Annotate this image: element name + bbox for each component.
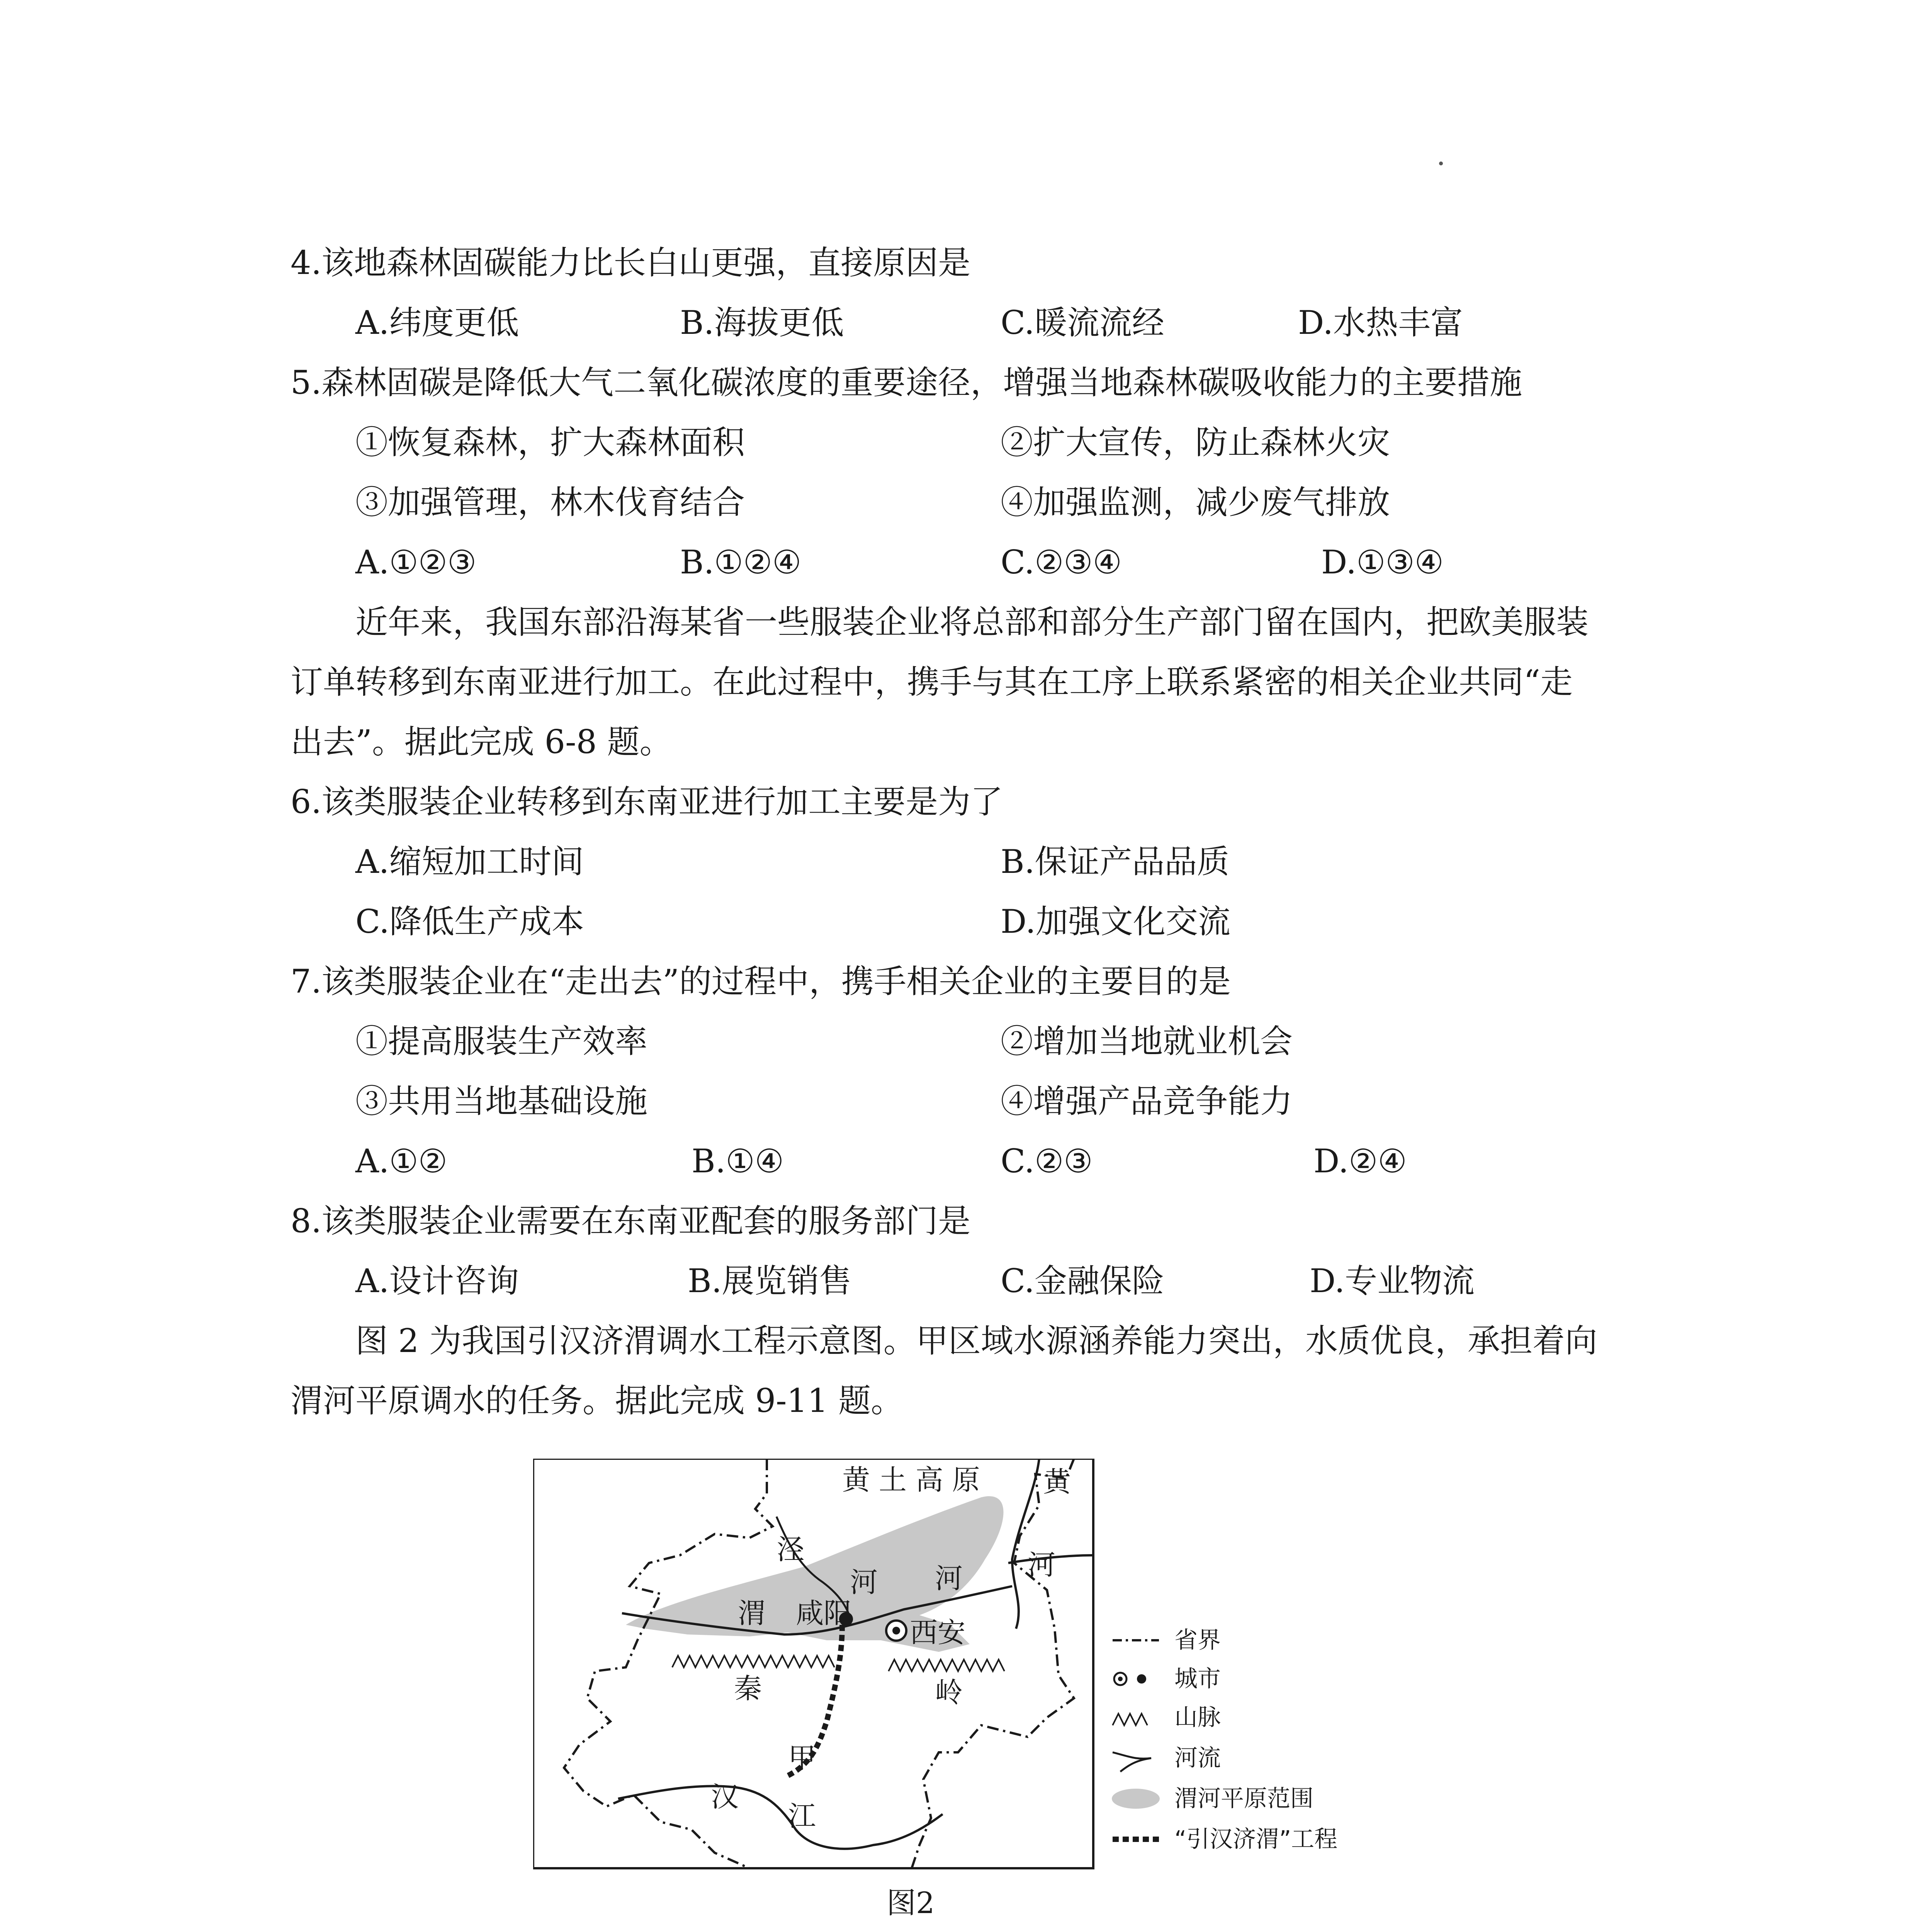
map-label-he2: 河 xyxy=(850,1566,878,1599)
q8-option-b: B.展览销售 xyxy=(688,1262,852,1300)
q8-option-a: A.设计咨询 xyxy=(355,1262,519,1300)
legend-plain: 渭河平原范围 xyxy=(1174,1785,1313,1812)
q4-option-a: A.纬度更低 xyxy=(355,304,519,342)
material-6-8-line-2: 订单转移到东南亚进行加工。在此过程中，携手与其在工序上联系紧密的相关企业共同“走 xyxy=(291,663,1573,701)
q8-option-c: C.金融保险 xyxy=(1001,1262,1164,1300)
q6-option-a: A.缩短加工时间 xyxy=(355,843,584,881)
qinling-mountains-east xyxy=(889,1660,1004,1671)
legend-river: 河流 xyxy=(1174,1745,1221,1772)
legend-project: “引汉济渭”工程 xyxy=(1174,1826,1338,1853)
map-label-he3: 河 xyxy=(935,1562,963,1595)
q6-option-d: D.加强文化交流 xyxy=(1001,903,1231,940)
question-7-stem: 7.该类服装企业在“走出去”的过程中，携手相关企业的主要目的是 xyxy=(291,963,1231,1000)
yinhanjiwei-map xyxy=(533,1459,1410,1876)
q5-option-d: D.①③④ xyxy=(1321,543,1444,581)
legend-symbol-mountain xyxy=(1113,1714,1147,1725)
legend-mountain: 山脉 xyxy=(1174,1704,1221,1731)
q5-option-c: C.②③④ xyxy=(1001,543,1122,581)
question-4-stem: 4.该地森林固碳能力比长白山更强，直接原因是 xyxy=(291,244,971,282)
map-label-xianyang: 咸阳 xyxy=(796,1597,852,1629)
material-9-11-line-2: 渭河平原调水的任务。据此完成 9-11 题。 xyxy=(291,1382,904,1420)
q4-option-c: C.暖流流经 xyxy=(1001,304,1164,342)
map-label-jing: 泾 xyxy=(776,1533,805,1566)
map-label-ling: 岭 xyxy=(935,1676,963,1709)
q5-option-b: B.①②④ xyxy=(680,543,802,581)
map-label-he: 河 xyxy=(1028,1549,1056,1581)
province-boundary-west xyxy=(564,1459,773,1868)
q7-option-c: C.②③ xyxy=(1001,1142,1093,1180)
q5-item-2: ②扩大宣传，防止森林火灾 xyxy=(1001,423,1390,461)
han-river xyxy=(618,1786,943,1849)
map-label-wei: 渭 xyxy=(738,1597,766,1629)
legend-symbol-plain xyxy=(1112,1789,1160,1809)
q5-item-4: ④加强监测，减少废气排放 xyxy=(1001,483,1390,521)
q5-option-a: A.①②③ xyxy=(355,543,477,581)
q7-option-a: A.①② xyxy=(355,1142,447,1180)
map-label-jiang: 江 xyxy=(788,1800,816,1832)
map-label-xian: 西安 xyxy=(910,1616,966,1649)
map-label-jia: 甲 xyxy=(788,1742,816,1774)
map-label-loess-plateau: 黄 土 高 原 xyxy=(842,1464,980,1496)
question-5-stem: 5.森林固碳是降低大气二氧化碳浓度的重要途径，增强当地森林碳吸收能力的主要措施 xyxy=(291,364,1522,401)
q4-option-d: D.水热丰富 xyxy=(1298,304,1463,342)
qinling-mountains-west xyxy=(672,1656,834,1667)
yellow-river xyxy=(1012,1459,1039,1629)
q5-item-3: ③加强管理，林木伐育结合 xyxy=(355,483,745,521)
question-8-stem: 8.该类服装企业需要在东南亚配套的服务部门是 xyxy=(291,1202,971,1240)
map-label-han: 汉 xyxy=(711,1781,739,1813)
map-label-huang: 黄 xyxy=(1043,1466,1071,1498)
q8-option-d: D.专业物流 xyxy=(1310,1262,1475,1300)
q4-option-b: B.海拔更低 xyxy=(680,304,844,342)
legend-symbol-river xyxy=(1113,1752,1151,1772)
material-6-8-line-3: 出去”。据此完成 6-8 题。 xyxy=(291,723,672,761)
q6-option-b: B.保证产品品质 xyxy=(1001,843,1230,881)
q7-item-2: ②增加当地就业机会 xyxy=(1001,1022,1293,1060)
scan-dot xyxy=(1439,162,1443,165)
q5-item-1: ①恢复森林，扩大森林面积 xyxy=(355,423,745,461)
figure-caption: 图2 xyxy=(887,1886,935,1920)
q7-option-b: B.①④ xyxy=(692,1142,784,1180)
question-6-stem: 6.该类服装企业转移到东南亚进行加工主要是为了 xyxy=(291,783,1003,821)
legend-city: 城市 xyxy=(1174,1665,1221,1692)
q7-item-3: ③共用当地基础设施 xyxy=(355,1082,648,1120)
material-9-11-line-1: 图 2 为我国引汉济渭调水工程示意图。甲区域水源涵养能力突出，水质优良，承担着向 xyxy=(355,1322,1597,1360)
q7-item-1: ①提高服装生产效率 xyxy=(355,1022,648,1060)
q7-option-d: D.②④ xyxy=(1313,1142,1407,1180)
map-label-qin: 秦 xyxy=(734,1672,762,1705)
legend-boundary: 省界 xyxy=(1174,1627,1221,1654)
q6-option-c: C.降低生产成本 xyxy=(355,903,584,940)
material-6-8-line-1: 近年来，我国东部沿海某省一些服装企业将总部和部分生产部门留在国内，把欧美服装 xyxy=(355,603,1589,641)
q7-item-4: ④增强产品竞争能力 xyxy=(1001,1082,1293,1120)
